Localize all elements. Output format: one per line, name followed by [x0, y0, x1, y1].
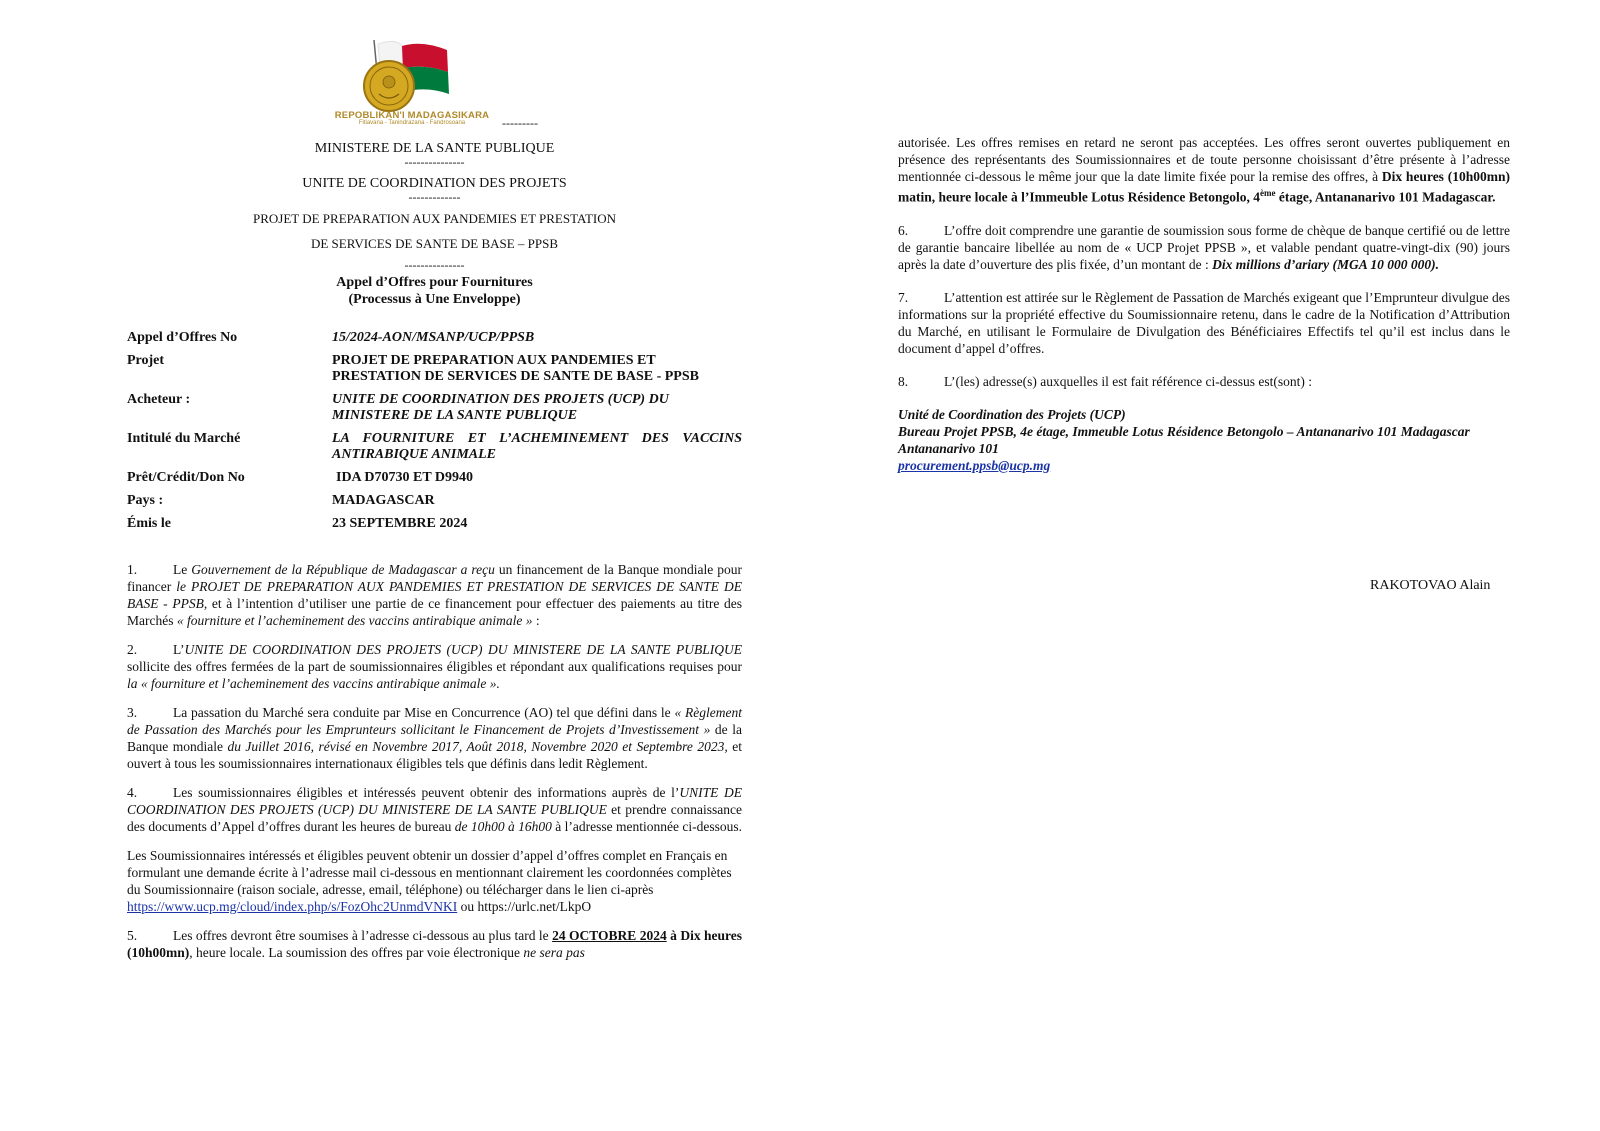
separator: ------------- [408, 190, 461, 204]
title-line2: (Processus à Une Enveloppe) [348, 292, 521, 307]
text-run: UNITE DE COORDINATION DES PROJETS (UCP) DU MINISTERE DE LA SANTE PUBLIQUE [127, 785, 743, 817]
info-value: MADAGASCAR [332, 493, 435, 508]
text-run: Gouvernement de la République de Madagascar a reçu [191, 562, 495, 577]
info-value: 23 SEPTEMBRE 2024 [332, 516, 468, 531]
text-run: du Juillet 2016, révisé en Novembre 2017, Août 2018, Novembre 2020 et Septembre 2023, [227, 739, 728, 754]
address-line: Bureau Projet PPSB, 4e étage, Immeuble Lotus Résidence Betongolo – Antananarivo 101 Madagascar [898, 423, 1470, 439]
info-value: UNITE DE COORDINATION DES PROJETS (UCP) DU MINISTERE DE LA SANTE PUBLIQUE [332, 392, 669, 423]
paragraph-number: 4. [127, 785, 138, 800]
info-row-contract-title [127, 431, 742, 463]
text-run: ne sera pas [523, 945, 585, 960]
separator: --------------- [404, 258, 465, 272]
paragraph-number: 2. [127, 642, 138, 657]
right-column [898, 134, 1510, 474]
text-run: ème [1259, 188, 1276, 198]
text-run: la « fourniture et l’acheminement des vaccins antirabique animale ». [127, 676, 500, 691]
info-value: 15/2024-AON/MSANP/UCP/PPSB [332, 330, 535, 345]
info-row-country [127, 493, 742, 509]
paragraph-5 [127, 927, 742, 961]
deadline-date: 24 OCTOBRE 2024 [552, 928, 667, 943]
text-run: sollicite des offres fermées de la part de soumissionnaires éligibles et répondant aux qualifications requises pour [127, 659, 742, 674]
text-run: et ouvert à tous les soumissionnaires internationaux éligibles tels que définis dans ledit Règlement. [127, 739, 742, 771]
emblem-dashes: --------- [502, 116, 538, 130]
paragraph-number: 3. [127, 705, 138, 720]
info-value: LA FOURNITURE ET L’ACHEMINEMENT DES VACCINS ANTIRABIQUE ANIMALE [332, 431, 742, 462]
download-link[interactable]: https://www.ucp.mg/cloud/index.php/s/FozOhc2UnmdVNKI [127, 899, 458, 914]
text-run: L’(les) adresse(s) auxquelles il est fait référence ci-dessus est(sont) : [944, 373, 1312, 389]
project-name-line1: PROJET DE PREPARATION AUX PANDEMIES ET PRESTATION [252, 211, 617, 226]
info-label: Émis le [127, 516, 171, 531]
text-run: autorisée. Les offres remises en retard ne seront pas acceptées. Les offres seront ouvertes publiquement en présence des représentants des Soumissionnaires et de toute personne choisissant d’être présente à l’adresse mentionnée ci-dessous le même jour que la date limite fixée pour la remise des offres, à [898, 135, 1510, 184]
header-block [127, 140, 742, 308]
document-title [127, 274, 742, 308]
text-run: L’offre doit comprendre une garantie de soumission sous forme de chèque de banque certifié ou de lettre de garantie bancaire libellée au nom de « UCP Projet PPSB », et valable pendant quatre-vingt-dix (90) jours après la date d’ouverture des plis fixée, d’un montant de : [898, 222, 1510, 272]
paragraph-7 [898, 289, 1510, 357]
text-run: La passation du Marché sera conduite par Mise en Concurrence (AO) tel que défini dans le [173, 705, 675, 720]
text-run: Dix heures (10h00mn) matin, heure locale à l’Immeuble Lotus Résidence Betongolo, 4 [898, 169, 1510, 205]
republic-emblem [322, 34, 572, 130]
text-run: étage, Antananarivo 101 Madagascar. [1275, 189, 1496, 205]
info-value: PROJET DE PREPARATION AUX PANDEMIES ET PRESTATION DE SERVICES DE SANTE DE BASE - PPSB [332, 353, 699, 384]
info-label: Intitulé du Marché [127, 431, 241, 446]
emblem-motto: Fitiavana - Tanindrazana - Fandrosoana [358, 120, 466, 126]
text-run: Les soumissionnaires éligibles et intéressés peuvent obtenir des informations auprès de l’ [173, 785, 680, 800]
left-column [127, 34, 742, 973]
text-run: : [532, 613, 540, 628]
address-block [898, 406, 1510, 474]
paragraph-4b [127, 847, 742, 915]
title-line1: Appel d’Offres pour Fournitures [336, 275, 533, 290]
text-run: « fourniture et l’acheminement des vaccins antirabique animale » [176, 613, 533, 628]
paragraph-5-continued [898, 134, 1510, 206]
text-run: le PROJET DE PREPARATION AUX PANDEMIES ET PRESTATION DE SERVICES DE SANTE DE BASE - PPSB, [127, 579, 743, 611]
info-label: Appel d’Offres No [127, 330, 238, 345]
info-row-issued [127, 516, 742, 532]
paragraph-number: 6. [898, 222, 909, 238]
text-run: un financement de la Banque mondiale pour financer [127, 562, 742, 594]
unit-name: UNITE DE COORDINATION DES PROJETS [302, 176, 567, 191]
text-run: ou https://urlc.net/LkpO [457, 899, 592, 914]
text-run: « Règlement de Passation des Marchés pour les Emprunteurs sollicitant le Financement de Projets d’Investissement » [127, 705, 742, 737]
info-label: Prêt/Crédit/Don No [127, 470, 245, 485]
paragraph-1 [127, 561, 742, 629]
text-run: , heure locale. La soumission des offres par voie électronique [189, 945, 524, 960]
info-label: Projet [127, 353, 165, 368]
paragraph-8 [898, 373, 1510, 390]
info-table [127, 330, 742, 532]
text-run: et prendre connaissance des documents d’Appel d’offres durant les heures de bureau [127, 802, 743, 834]
project-name-line2: DE SERVICES DE SANTE DE BASE – PPSB [310, 236, 559, 251]
paragraph-3 [127, 704, 742, 772]
info-row-buyer [127, 392, 742, 424]
ministry-name: MINISTERE DE LA SANTE PUBLIQUE [314, 141, 555, 156]
emblem-text: REPOBLIKAN'I MADAGASIKARA [334, 110, 490, 121]
info-row-project [127, 353, 742, 385]
info-value: IDA D70730 ET D9940 [336, 470, 474, 485]
madagascar-seal-flag-icon [322, 34, 502, 114]
paragraph-6 [898, 222, 1510, 273]
text-run: et à l’intention d’utiliser une partie de ce financement pour effectuer des paiements au titre des Marchés [127, 596, 742, 628]
paragraph-number: 7. [898, 289, 909, 305]
email-link[interactable]: procurement.ppsb@ucp.mg [898, 457, 1051, 473]
text-run: à l’adresse mentionnée ci-dessous. [551, 819, 742, 834]
text-run: UNITE DE COORDINATION DES PROJETS (UCP) DU MINISTERE DE LA SANTE PUBLIQUE [184, 642, 742, 657]
paragraph-number: 1. [127, 562, 138, 577]
paragraph-number: 8. [898, 373, 909, 389]
separator: --------------- [404, 155, 465, 169]
text-run: Les Soumissionnaires intéressés et éligibles peuvent obtenir un dossier d’appel d’offres complet en Français en formulant une demande écrite à l’adresse mail ci-dessous en mentionnant clairement les coordonnées complètes du Soumissionnaire (raison sociale, adresse, email, téléphone) ou télécharger dans le lien ci-après [127, 848, 732, 897]
text-run: Le [173, 562, 192, 577]
text-run: de 10h00 à 16h00 [454, 819, 552, 834]
text-run: à Dix heures (10h00mn) [127, 928, 742, 960]
text-run: L’attention est attirée sur le Règlement de Passation de Marchés exigeant que l’Emprunteur divulgue des informations sur la propriété effective du Soumissionnaire retenu, dans le cadre de la Notification d’Attribution du Marché, en utilisant le Formulaire de Divulgation des Bénéficiaires Effectifs tel qu’il est inclus dans le document d’appel d’offres. [898, 289, 1510, 356]
info-row-ao-number [127, 330, 742, 346]
info-row-loan-number [127, 470, 742, 486]
text-run: L’ [173, 642, 185, 657]
info-label: Pays : [127, 493, 164, 508]
address-line: Antananarivo 101 [898, 440, 999, 456]
paragraph-number: 5. [127, 928, 138, 943]
text-run: Les offres devront être soumises à l’adresse ci-dessous au plus tard le [173, 928, 553, 943]
paragraph-2 [127, 641, 742, 692]
info-label: Acheteur : [127, 392, 191, 407]
paragraph-4 [127, 784, 742, 835]
text-run: de la Banque mondiale [127, 722, 742, 754]
text-run: Dix millions d’ariary (MGA 10 000 000). [1212, 256, 1440, 272]
signature: RAKOTOVAO Alain [1370, 578, 1491, 593]
address-line: Unité de Coordination des Projets (UCP) [898, 406, 1126, 422]
